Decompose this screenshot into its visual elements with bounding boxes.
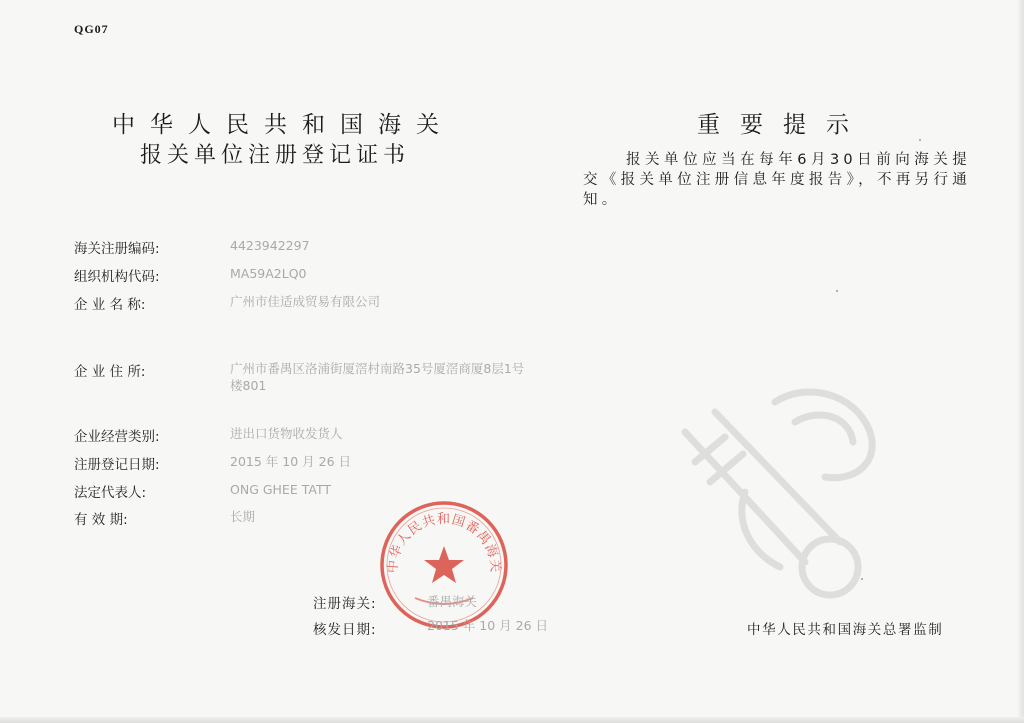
certificate-title-line1: 中华人民共和国海关 — [112, 112, 454, 138]
form-code: QG07 — [74, 22, 109, 36]
customs-seal — [377, 498, 511, 632]
registration-date-label: 注册登记日期: — [74, 457, 160, 473]
organization-code-value: MA59A2LQ0 — [230, 266, 307, 281]
business-category-label: 企业经营类别: — [74, 429, 160, 445]
seal-text: 中华人民共和国番禺海关 — [385, 512, 503, 574]
issue-date-value: 2015 年 10 月 26 日 — [427, 618, 548, 633]
scan-edge-right — [1018, 0, 1024, 723]
notice-title: 重要提示 — [697, 112, 869, 138]
validity-value: 长期 — [230, 509, 256, 524]
scan-speck — [836, 290, 838, 292]
customs-emblem-watermark — [655, 362, 905, 612]
company-address-value: 广州市番禺区洛浦街厦滘村南路35号厦滘商厦8层1号楼801 — [230, 361, 525, 393]
company-address-label: 企 业 住 所: — [74, 364, 146, 380]
legal-representative-value: ONG GHEE TATT — [230, 482, 332, 497]
legal-representative-label: 法定代表人: — [74, 485, 147, 501]
scan-speck — [861, 578, 863, 580]
scan-edge-bottom — [0, 717, 1024, 723]
company-name-value: 广州市佳适成贸易有限公司 — [230, 294, 381, 309]
notice-body: 报关单位应当在每年6月30日前向海关提交《报关单位注册信息年度报告》，不再另行通知。 — [583, 152, 971, 208]
certificate-title-line2: 报关单位注册登记证书 — [140, 143, 411, 168]
issue-date-label: 核发日期: — [313, 622, 377, 638]
business-category-value: 进出口货物收发货人 — [230, 426, 343, 441]
issuing-customs-label: 注册海关: — [313, 596, 377, 612]
company-name-label: 企 业 名 称: — [74, 297, 146, 313]
validity-label: 有 效 期: — [74, 512, 128, 528]
organization-code-label: 组织机构代码: — [74, 269, 160, 285]
seal-star-icon — [424, 546, 464, 583]
supervision-text: 中华人民共和国海关总署监制 — [747, 622, 944, 638]
registration-code-label: 海关注册编码: — [74, 241, 160, 257]
registration-code-value: 4423942297 — [230, 238, 310, 253]
issuing-customs-value: 番禺海关 — [427, 594, 478, 609]
registration-date-value: 2015 年 10 月 26 日 — [230, 454, 351, 469]
scan-speck — [919, 139, 921, 141]
